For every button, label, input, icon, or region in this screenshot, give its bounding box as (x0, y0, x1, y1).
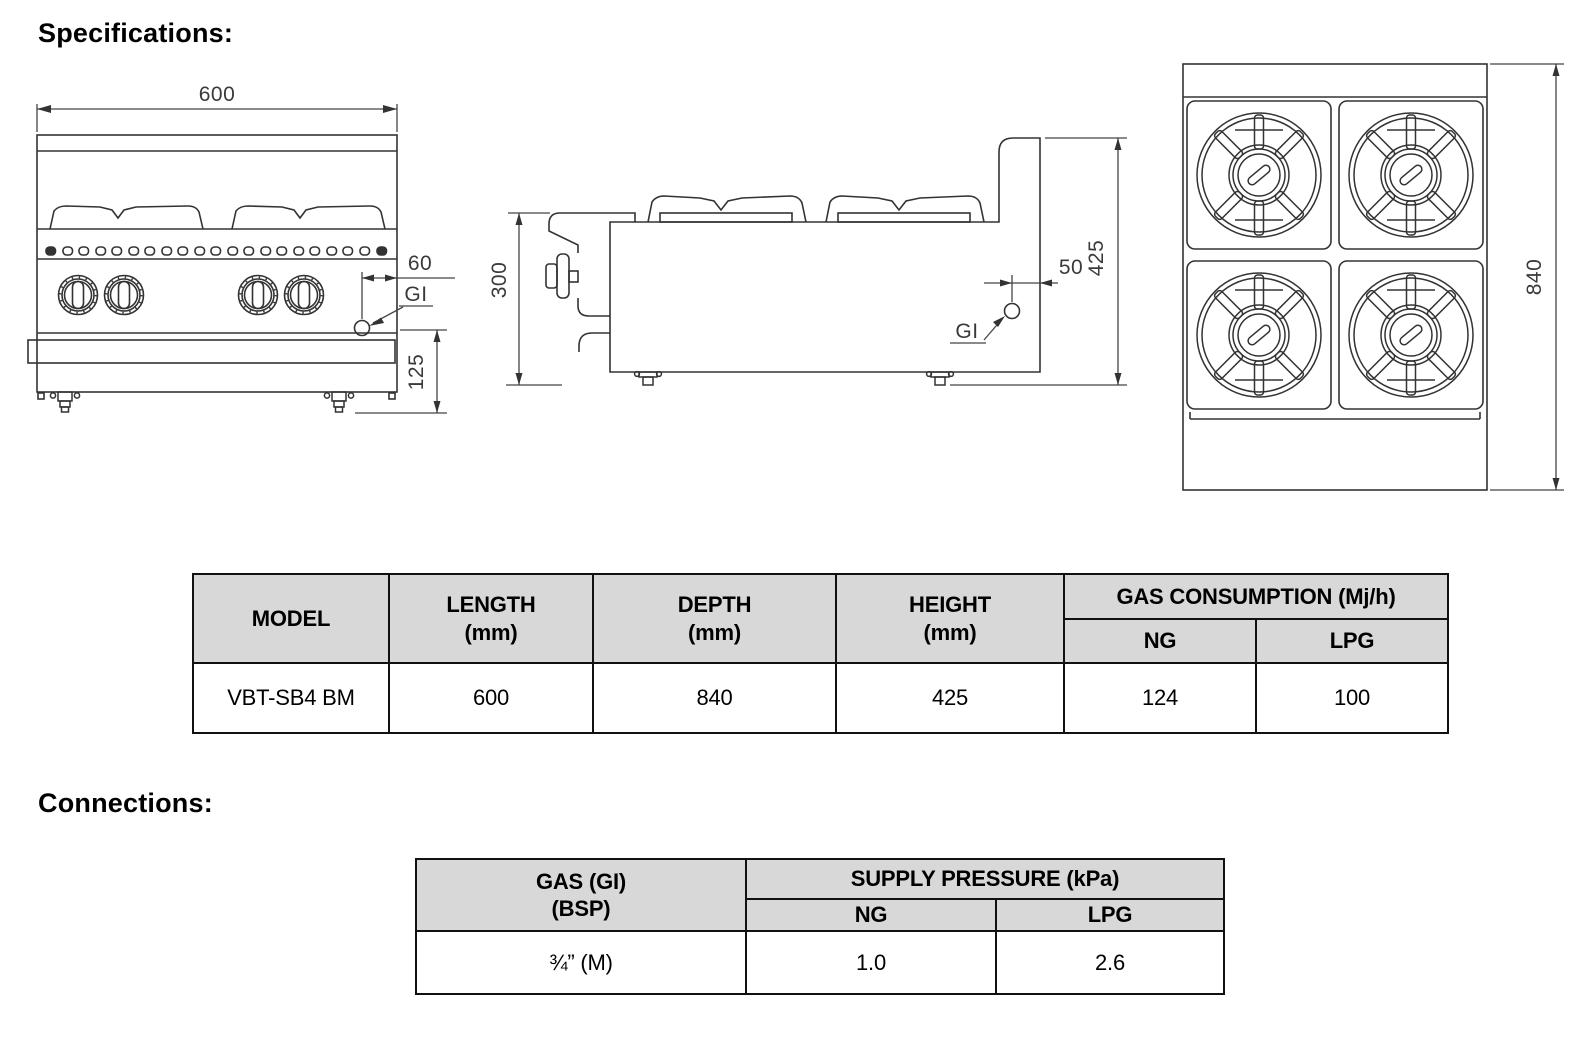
side-gas-offset-dimension (984, 275, 1058, 302)
col-header-supply-pressure: SUPPLY PRESSURE (kPa) (746, 859, 1224, 899)
col-header-model: MODEL (193, 574, 389, 663)
front-gas-offset-dim-label: 60 (407, 252, 433, 275)
spec-table-row (193, 663, 1448, 733)
front-view-drawing (25, 80, 475, 428)
front-width-dimension (37, 104, 397, 132)
top-depth-dim-label: 840 (1523, 258, 1546, 296)
gas-ng-value: 124 (1064, 663, 1256, 733)
col-header-depth: DEPTH (mm) (593, 574, 836, 663)
specifications-heading: Specifications: (38, 18, 234, 48)
pressure-ng-value: 1.0 (746, 931, 996, 994)
side-gas-inlet-label: GI (955, 320, 979, 343)
control-knob (239, 276, 278, 315)
connections-table (415, 858, 1225, 995)
col-header-length: LENGTH (mm) (389, 574, 593, 663)
front-gas-inlet-callout (369, 306, 433, 326)
depth-value: 840 (593, 663, 836, 733)
col-header-lpg: LPG (996, 899, 1224, 931)
side-overall-height-dim-label: 425 (1085, 239, 1108, 277)
side-front-height-dim-label: 300 (488, 261, 511, 299)
burner (1349, 273, 1473, 397)
burner (1197, 273, 1321, 397)
model-value: VBT-SB4 BM (193, 663, 389, 733)
side-view-body (546, 138, 1040, 385)
control-knob (285, 276, 324, 315)
front-gas-inlet-label: GI (404, 283, 428, 306)
side-gas-offset-dim-label: 50 (1058, 256, 1084, 279)
connections-table-row (416, 931, 1224, 994)
col-header-ng: NG (1064, 619, 1256, 663)
col-header-gas-consumption: GAS CONSUMPTION (Mj/h) (1064, 574, 1448, 619)
gas-lpg-value: 100 (1256, 663, 1448, 733)
front-base-height-dimension (355, 330, 447, 413)
connections-heading: Connections: (38, 788, 213, 818)
length-value: 600 (389, 663, 593, 733)
control-knob-side (557, 254, 569, 298)
foot (635, 372, 662, 385)
front-width-dim-label: 600 (198, 83, 236, 106)
control-knob (59, 276, 98, 315)
control-knob (105, 276, 144, 315)
col-header-ng: NG (746, 899, 996, 931)
col-header-height: HEIGHT (mm) (836, 574, 1064, 663)
top-view-body (1183, 64, 1487, 490)
col-header-gas-connection: GAS (GI) (BSP) (416, 859, 746, 931)
foot (927, 372, 954, 385)
gas-inlet (1005, 304, 1020, 319)
side-view-drawing (488, 95, 1145, 405)
vent-holes (46, 247, 387, 255)
specifications-table (192, 573, 1449, 734)
burner (1349, 113, 1473, 237)
burner (1197, 113, 1321, 237)
front-base-height-dim-label: 125 (405, 353, 428, 391)
top-view-drawing (1160, 50, 1584, 505)
pressure-lpg-value: 2.6 (996, 931, 1224, 994)
side-front-height-dimension (508, 213, 550, 385)
gas-size-value: ¾” (M) (416, 931, 746, 994)
leg (324, 392, 353, 412)
front-view-body (28, 135, 397, 412)
leg (50, 392, 79, 412)
height-value: 425 (836, 663, 1064, 733)
col-header-lpg: LPG (1256, 619, 1448, 663)
